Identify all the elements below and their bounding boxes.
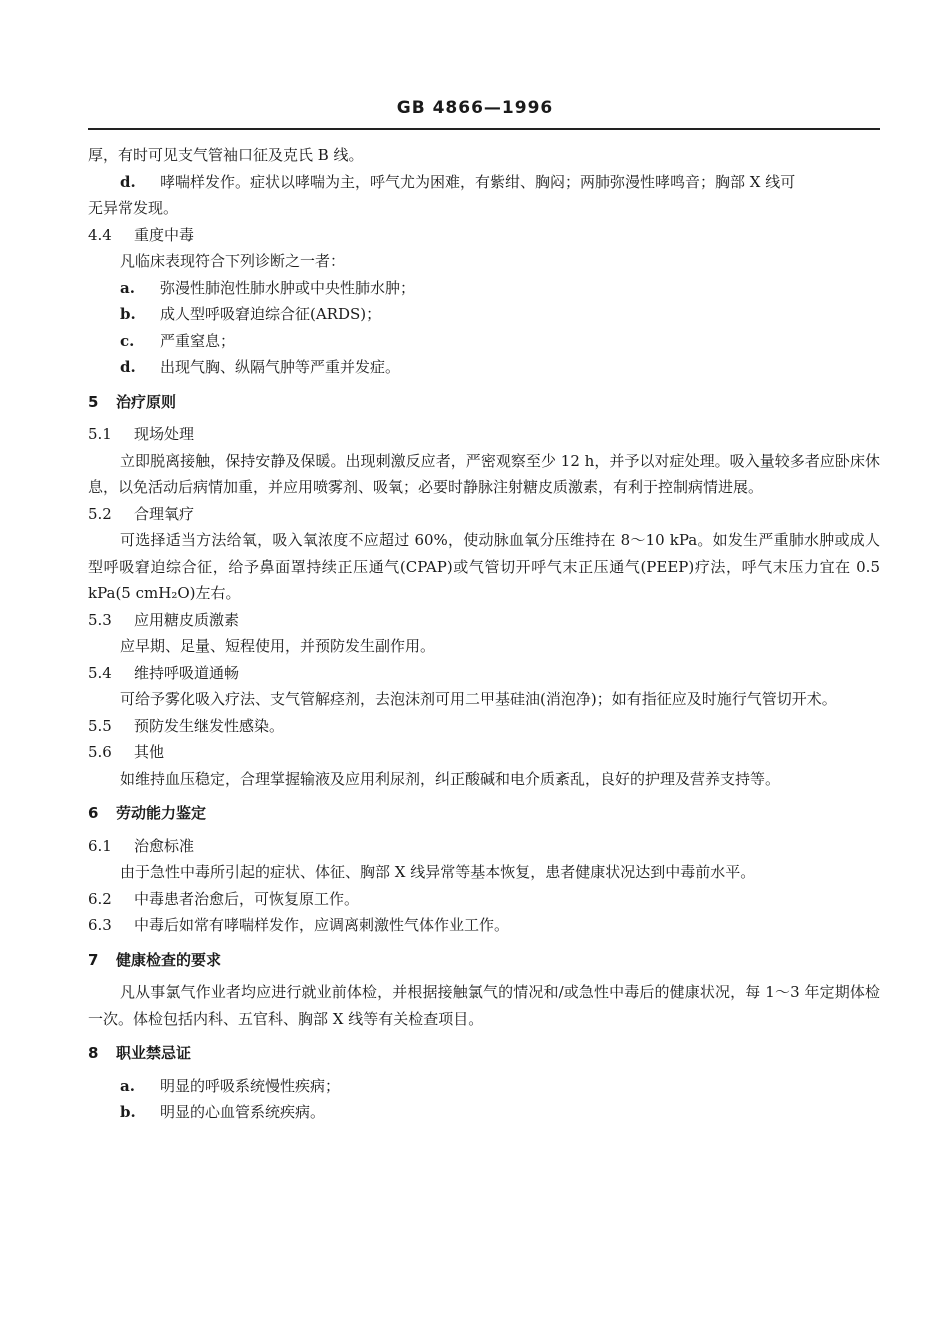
paragraph: 由于急性中毒所引起的症状、体征、胸部 X 线异常等基本恢复，患者健康状况达到中毒前水平。	[120, 863, 756, 881]
list-marker: d.	[120, 172, 136, 191]
subsection-heading-5-5	[88, 713, 880, 740]
subsection-title: 重度中毒	[134, 225, 195, 244]
subsection-heading-4-4	[88, 222, 880, 249]
list-marker: a.	[120, 1076, 135, 1095]
subsection-title: 治愈标准	[134, 836, 195, 855]
section-number: 6	[88, 804, 99, 822]
section-title: 职业禁忌证	[116, 1044, 192, 1062]
header-rule	[88, 128, 880, 130]
list-marker: b.	[120, 1103, 136, 1121]
subsection-number: 6.3	[88, 916, 112, 934]
subsection-title: 预防发生继发性感染。	[134, 716, 285, 735]
section-number: 7	[88, 950, 99, 969]
section-number: 5	[88, 392, 99, 411]
list-text: 严重窒息；	[160, 331, 236, 350]
section-heading-5	[88, 389, 880, 416]
section-heading-6	[88, 800, 880, 827]
section-number: 8	[88, 1044, 99, 1062]
paragraph: 可选择适当方法给氧，吸入氧浓度不应超过 60%，使动脉血氧分压维持在 8～10 kPa。如发生严重肺水肿或成人型呼吸窘迫综合征，给予鼻面罩持续正压通气(CPAP)或气管切开呼气末正压通气(PEEP)疗法，呼气末压力宜在 0.5 kPa(5 cmH₂O)左右。	[88, 531, 880, 602]
list-text: 出现气胸、纵隔气肿等严重并发症。	[160, 358, 401, 376]
subsection-heading-5-6	[88, 739, 880, 766]
subsection-heading-5-3	[88, 607, 880, 634]
paragraph: 凡从事氯气作业者均应进行就业前体检，并根据接触氯气的情况和/或急性中毒后的健康状况，每 1～3 年定期体检一次。体检包括内科、五官科、胸部 X 线等有关检查项目。	[88, 983, 880, 1028]
subsection-number: 4.4	[88, 225, 112, 244]
list-marker: a.	[120, 278, 135, 297]
paragraph: 立即脱离接触，保持安静及保暖。出现刺激反应者，严密观察至少 12 h，并予以对症处理。吸入量较多者应卧床休息，以免活动后病情加重，并应用喷雾剂、吸氧；必要时静脉注射糖皮质激素，有利于控制病情进展。	[88, 451, 880, 496]
list-text: 成人型呼吸窘迫综合征(ARDS)；	[160, 305, 382, 323]
section-title: 劳动能力鉴定	[116, 804, 207, 822]
subsection-number: 5.2	[88, 504, 112, 523]
section-heading-7	[88, 947, 880, 974]
subsection-number: 5.3	[88, 610, 112, 629]
continuation-line: 厚，有时可见支气管袖口征及克氏 B 线。	[88, 146, 364, 164]
subsection-heading-6-1	[88, 833, 880, 860]
paragraph: 可给予雾化吸入疗法、支气管解痉剂，去泡沫剂可用二甲基硅油(消泡净)；如有指征应及时施行气管切开术。	[120, 690, 837, 708]
list-marker: c.	[120, 331, 135, 350]
subsection-heading-5-2	[88, 501, 880, 528]
paragraph: 应早期、足量、短程使用，并预防发生副作用。	[120, 637, 436, 655]
subsection-heading-5-4	[88, 660, 880, 687]
list-item	[88, 301, 880, 328]
list-text: 明显的心血管系统疾病。	[160, 1103, 326, 1121]
list-item	[88, 1073, 880, 1100]
paragraph: 如维持血压稳定，合理掌握输液及应用利尿剂，纠正酸碱和电介质紊乱，良好的护理及营养支持等。	[120, 769, 781, 788]
subsection-number: 6.1	[88, 836, 112, 855]
list-marker: b.	[120, 305, 136, 323]
section-heading-8	[88, 1040, 880, 1067]
page-header	[0, 98, 950, 118]
subsection-heading-6-3	[88, 912, 880, 939]
subsection-number: 5.6	[88, 743, 112, 761]
subsection-title: 中毒后如常有哮喘样发作，应调离刺激性气体作业工作。	[134, 916, 510, 934]
list-text: 哮喘样发作。症状以哮喘为主，呼气尤为困难，有紫绀、胸闷；两肺弥漫性哮鸣音；胸部 X 线可	[160, 172, 796, 191]
list-item	[88, 1099, 880, 1126]
list-item	[88, 354, 880, 381]
list-text: 弥漫性肺泡性肺水肿或中央性肺水肿；	[160, 278, 416, 297]
section-title: 治疗原则	[116, 392, 177, 411]
list-item	[88, 275, 880, 302]
subsection-title: 现场处理	[134, 425, 195, 443]
paragraph: 凡临床表现符合下列诊断之一者：	[120, 252, 346, 270]
section-title: 健康检查的要求	[116, 950, 222, 969]
subsection-title: 维持呼吸道通畅	[134, 663, 240, 682]
subsection-heading-5-1	[88, 421, 880, 448]
list-item	[88, 328, 880, 355]
subsection-number: 6.2	[88, 889, 112, 908]
list-marker: d.	[120, 358, 136, 376]
subsection-heading-6-2	[88, 886, 880, 913]
subsection-title: 合理氧疗	[134, 504, 195, 523]
subsection-number: 5.1	[88, 425, 112, 443]
list-text: 明显的呼吸系统慢性疾病；	[160, 1076, 341, 1095]
subsection-number: 5.5	[88, 716, 112, 735]
standard-number: GB 4866—1996	[396, 98, 554, 118]
list-item-d	[88, 169, 880, 196]
document-body	[88, 142, 880, 1126]
continuation-line: 无异常发现。	[88, 199, 179, 217]
subsection-number: 5.4	[88, 663, 112, 682]
subsection-title: 中毒患者治愈后，可恢复原工作。	[134, 889, 360, 908]
subsection-title: 应用糖皮质激素	[134, 610, 240, 629]
subsection-title: 其他	[134, 743, 165, 761]
